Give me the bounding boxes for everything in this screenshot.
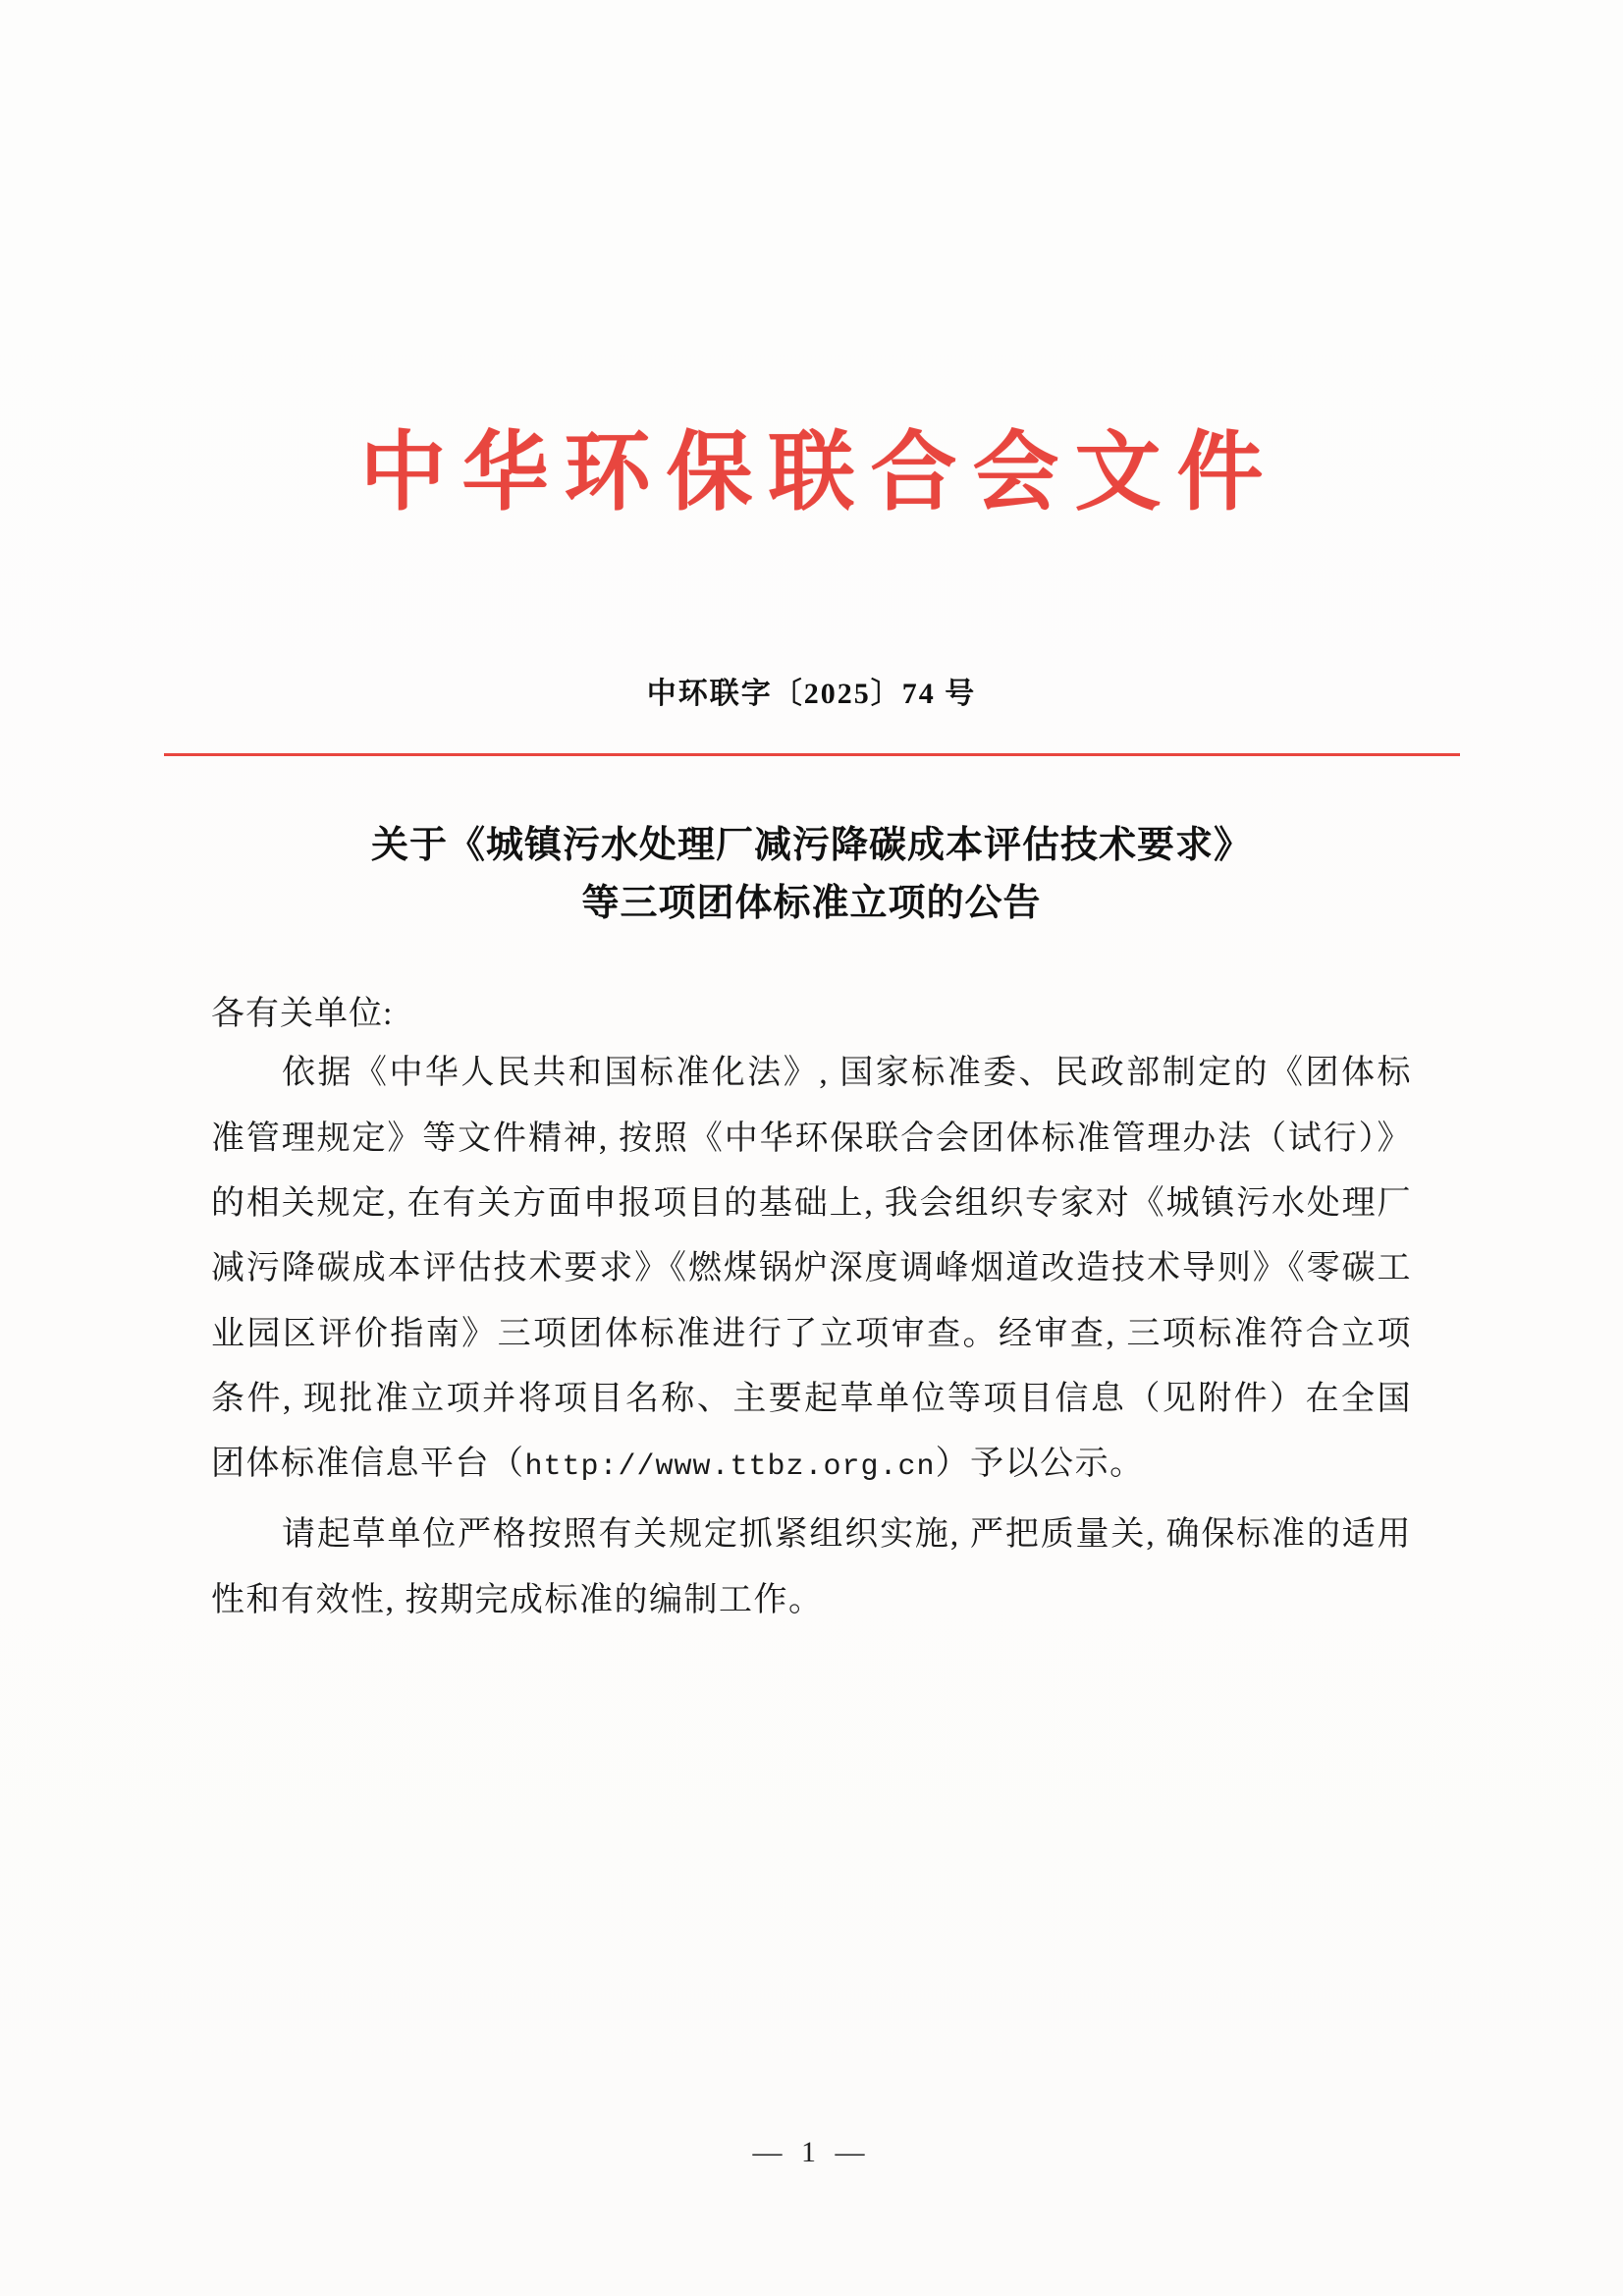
red-divider-rule: [164, 753, 1460, 756]
document-subject: [0, 817, 1623, 933]
paragraph-1-text: 依据《中华人民共和国标准化法》, 国家标准委、民政部制定的《团体标准管理规定》等文件精神, 按照《中华环保联合会团体标准管理办法（试行）》的相关规定, 在有关方面申报项目的基础上, 我会组织专家对《城镇污水处理厂减污降碳成本评估技术要求》《燃煤锅炉深度调峰烟道改造技术导则》《零碳工业园区评价指南》三项团体标准进行了立项审查。经审查, 三项标准符合立项条件, 现批准立项并将项目名称、主要起草单位等项目信息（见附件）在全国团体标准信息平台（: [211, 1055, 1412, 1483]
subject-line-2: 等三项团体标准立项的公告: [581, 883, 1042, 925]
document-masthead-title: 中华环保联合会文件: [359, 420, 1279, 522]
paragraph-1: [211, 1041, 1412, 1497]
body-text: [0, 1041, 1623, 1633]
salutation: 各有关单位:: [211, 995, 394, 1032]
page-number: — 1 —: [752, 2136, 871, 2168]
document-number: 中环联字〔2025〕74 号: [646, 678, 977, 711]
platform-url: http://www.ttbz.org.cn: [524, 1450, 936, 1485]
subject-line-1: 关于《城镇污水处理厂减污降碳成本评估技术要求》: [370, 825, 1252, 867]
paragraph-1-tail: ）予以公示。: [935, 1446, 1145, 1483]
paragraph-2: 请起草单位严格按照有关规定抓紧组织实施, 严把质量关, 确保标准的适用性和有效性, 按期完成标准的编制工作。: [211, 1516, 1412, 1618]
